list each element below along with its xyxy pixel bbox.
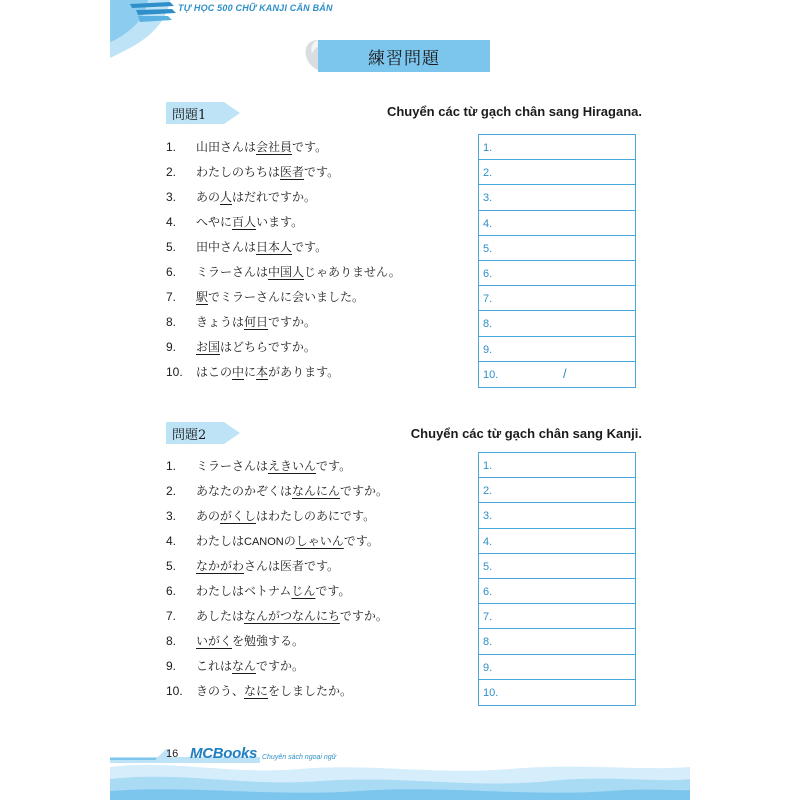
question-text: あの人はだれですか。 — [196, 190, 317, 204]
answer-field[interactable]: 2. — [479, 478, 635, 503]
left-margin — [0, 0, 110, 800]
answer-field[interactable]: 6. — [479, 261, 635, 286]
question-text: 田中さんは日本人です。 — [196, 240, 328, 254]
question-text: これはなんですか。 — [196, 659, 305, 673]
question-row — [166, 453, 351, 478]
answer-field[interactable]: 4. — [479, 529, 635, 554]
section-2-label: 問題2 — [172, 428, 207, 443]
question-number: 1. — [166, 139, 177, 154]
question-row — [166, 284, 364, 309]
question-text: きょうは何日ですか。 — [196, 315, 317, 329]
question-row — [166, 528, 379, 553]
question-row — [166, 134, 327, 159]
answer-field[interactable]: 5. — [479, 236, 635, 261]
answer-field[interactable]: 6. — [479, 579, 635, 604]
answer-field[interactable]: 3. — [479, 185, 635, 210]
question-row — [166, 209, 303, 234]
question-text: わたしはベトナムじんです。 — [196, 584, 351, 598]
question-number: 9. — [166, 339, 177, 354]
question-number: 8. — [166, 633, 177, 648]
question-text: ミラーさんは中国人じゃありません。 — [196, 265, 401, 279]
question-number: 3. — [166, 508, 177, 523]
answer-field[interactable]: 9. — [479, 337, 635, 362]
answer-field[interactable]: 10. / — [483, 365, 567, 381]
publisher-tagline: Chuyên sách ngoại ngữ — [262, 754, 337, 761]
question-row — [166, 334, 316, 359]
section-1-label: 問題1 — [172, 108, 207, 123]
page-number: 16 — [166, 748, 179, 760]
question-number: 9. — [166, 658, 177, 673]
section-2-tag — [166, 422, 240, 444]
question-number: 8. — [166, 314, 177, 329]
question-row — [166, 259, 401, 284]
question-row — [166, 653, 304, 678]
question-row — [166, 184, 316, 209]
answer-field[interactable]: 4. — [479, 211, 635, 236]
question-text: わたしはCANONのしゃいんです。 — [196, 534, 379, 548]
question-number: 7. — [166, 289, 177, 304]
title-banner — [318, 40, 490, 72]
question-number: 2. — [166, 483, 177, 498]
answer-field[interactable]: 2. — [479, 160, 635, 185]
section-1-instruction: Chuyển các từ gạch chân sang Hiragana. — [386, 104, 642, 119]
answer-mark: / — [563, 365, 567, 381]
question-text: いがくを勉強する。 — [196, 634, 305, 648]
answer-field[interactable]: 3. — [479, 503, 635, 528]
question-text: なかがわさんは医者です。 — [196, 559, 340, 573]
question-text: きのう、なにをしましたか。 — [196, 684, 353, 698]
question-number: 1. — [166, 458, 177, 473]
question-row — [166, 359, 339, 384]
section-2-instruction: Chuyển các từ gạch chân sang Kanji. — [410, 426, 642, 441]
section-1-tag — [166, 102, 240, 124]
question-text: あなたのかぞくはなんにんですか。 — [196, 484, 389, 498]
answer-field[interactable]: 7. — [479, 604, 635, 629]
question-number: 5. — [166, 239, 177, 254]
answer-field[interactable]: 1. — [479, 135, 635, 160]
question-number: 10. — [166, 683, 183, 698]
answer-field[interactable]: 8. — [479, 311, 635, 336]
question-number: 4. — [166, 214, 177, 229]
question-number: 2. — [166, 164, 177, 179]
running-header: TỰ HỌC 500 CHỮ KANJI CĂN BẢN — [178, 3, 333, 13]
publisher-logo: MCBooks — [190, 745, 258, 762]
question-text: はこの中に本があります。 — [196, 365, 340, 379]
question-number: 5. — [166, 558, 177, 573]
question-row — [166, 553, 339, 578]
question-text: お国はどちらですか。 — [196, 340, 316, 354]
question-number: 6. — [166, 264, 177, 279]
question-number: 3. — [166, 189, 177, 204]
question-number: 4. — [166, 533, 177, 548]
question-row — [166, 478, 388, 503]
question-number: 6. — [166, 583, 177, 598]
answer-field[interactable]: 9. — [479, 655, 635, 680]
question-row — [166, 628, 304, 653]
question-number: 7. — [166, 608, 177, 623]
question-number: 10. — [166, 364, 183, 379]
section-2-answer-box — [478, 452, 636, 706]
section-1-answer-box — [478, 134, 636, 388]
question-row — [166, 678, 352, 703]
answer-field[interactable]: 1. — [479, 453, 635, 478]
answer-field[interactable]: 10. — [483, 686, 499, 699]
question-text: 駅でミラーさんに会いました。 — [196, 290, 365, 304]
question-text: わたしのちちは医者です。 — [196, 165, 340, 179]
answer-field[interactable]: 7. — [479, 286, 635, 311]
question-text: あのがくしはわたしのあにです。 — [196, 509, 376, 523]
question-text: あしたはなんがつなんにちですか。 — [196, 609, 388, 623]
question-text: 山田さんは会社員です。 — [196, 140, 328, 154]
page-title: 練習問題 — [368, 48, 440, 69]
question-row — [166, 159, 339, 184]
question-text: ミラーさんはえきいんです。 — [196, 459, 352, 473]
question-row — [166, 309, 316, 334]
question-row — [166, 234, 327, 259]
question-row — [166, 578, 350, 603]
question-text: へやに百人います。 — [196, 215, 304, 229]
question-row — [166, 603, 388, 628]
question-row — [166, 503, 375, 528]
answer-field[interactable]: 8. — [479, 629, 635, 654]
answer-field[interactable]: 5. — [479, 554, 635, 579]
